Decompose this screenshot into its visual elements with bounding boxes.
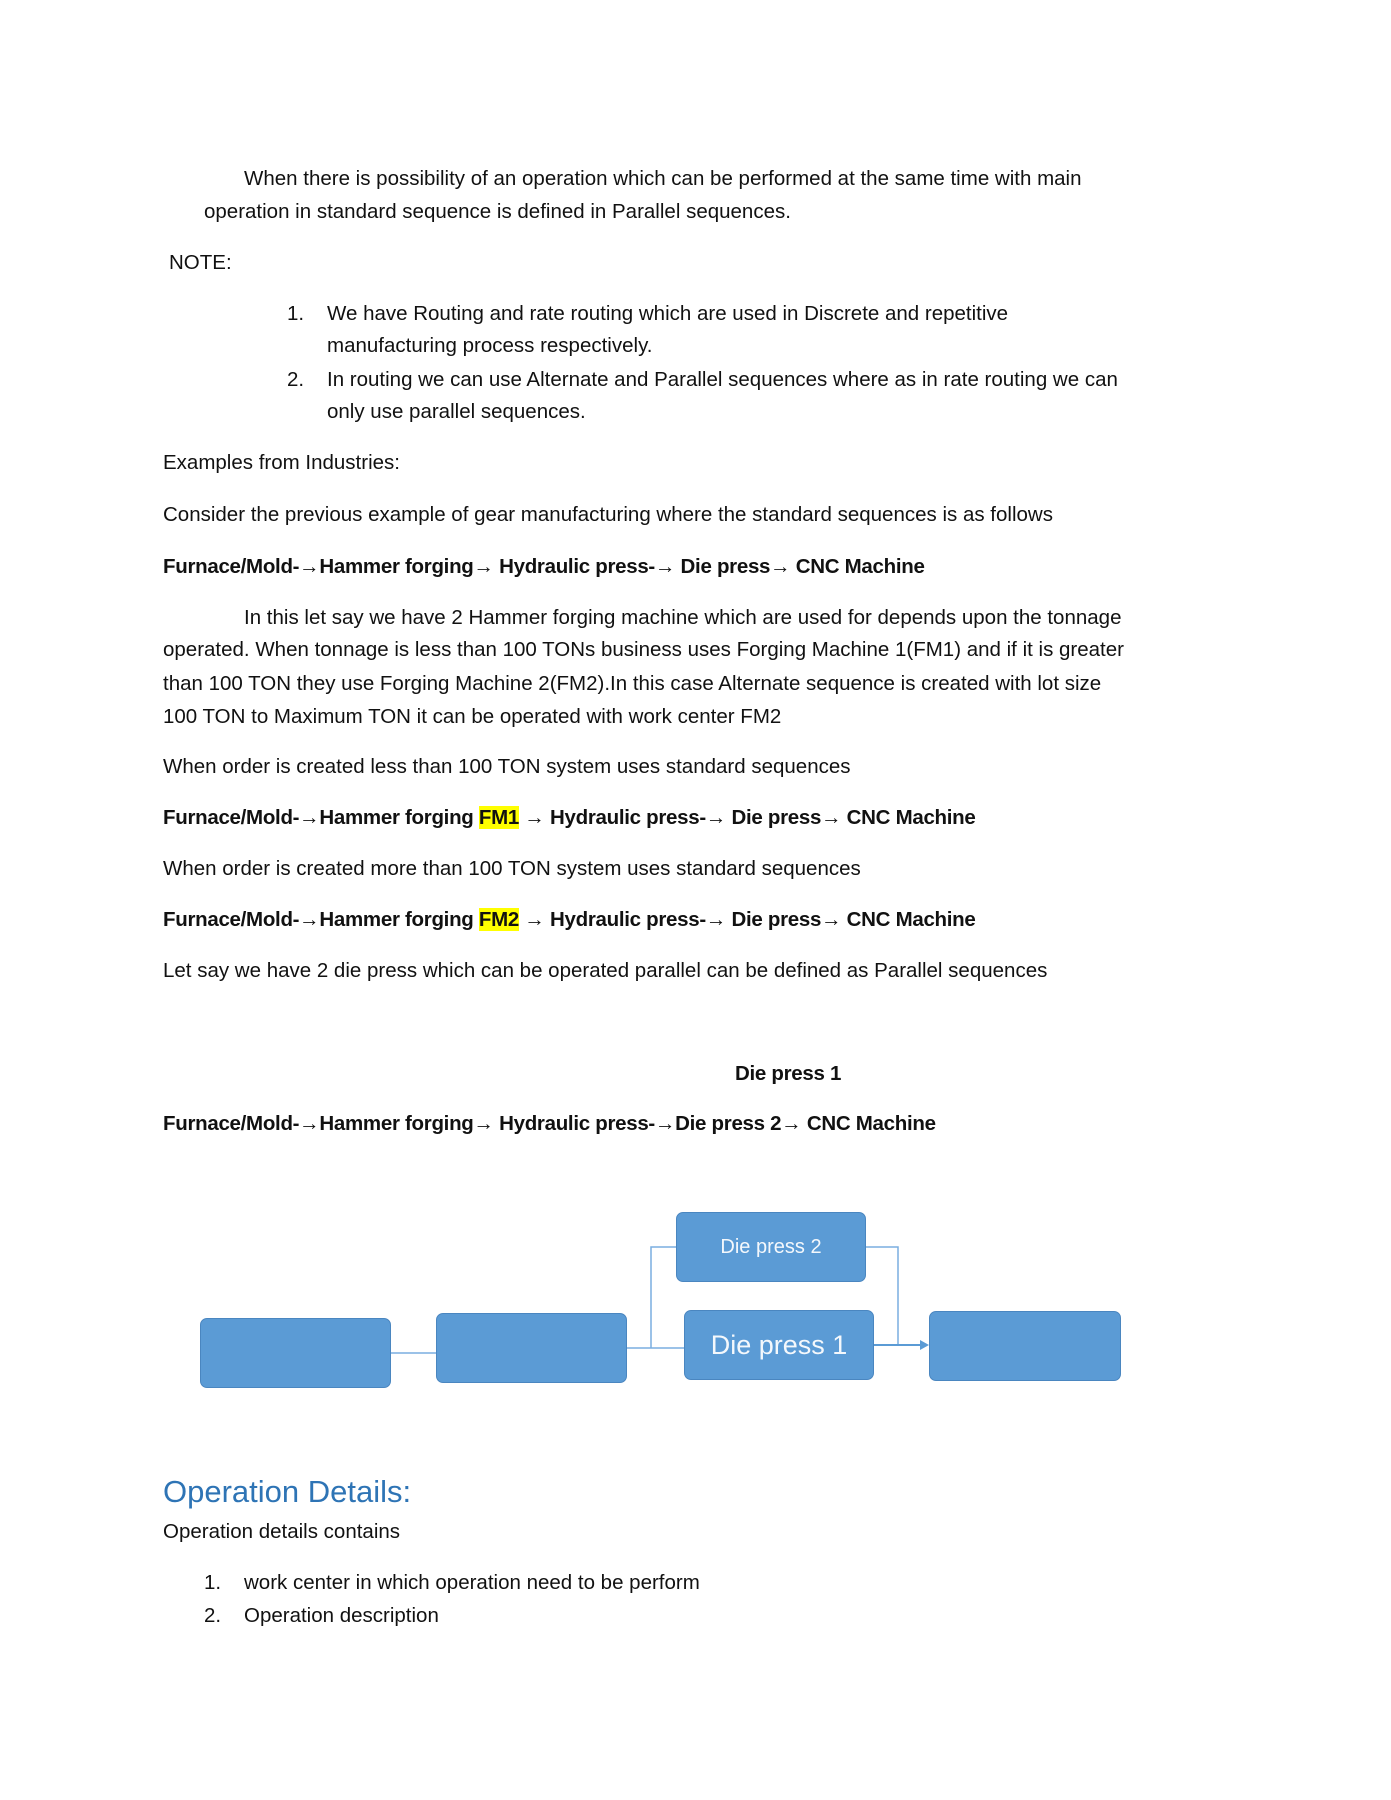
note-text: manufacturing process respectively.	[327, 334, 653, 357]
note-text: only use parallel sequences.	[327, 400, 586, 423]
op-list-item: Operation description	[244, 1604, 439, 1627]
diagram-box-cnc	[929, 1311, 1121, 1381]
note-number: 1.	[287, 302, 305, 325]
consider-text: Consider the previous example of gear manufacturing where the standard sequences is as follows	[163, 503, 1053, 526]
highlight-fm2: FM2	[478, 908, 520, 931]
note-text: In routing we can use Alternate and Parallel sequences where as in rate routing we can	[327, 368, 1118, 391]
die-press-1-label: Die press 1	[735, 1062, 842, 1085]
op-list-number: 1.	[204, 1571, 222, 1594]
diagram-box-die-press-1: Die press 1	[684, 1310, 874, 1380]
intro-line-1: When there is possibility of an operation which can be performed at the same time with main	[244, 167, 1082, 190]
para-line: In this let say we have 2 Hammer forging machine which are used for depends upon the tonnage	[244, 606, 1122, 629]
note-label: NOTE:	[169, 251, 232, 274]
seq-prefix: Furnace/Mold-→Hammer forging	[163, 908, 479, 931]
note-number: 2.	[287, 368, 305, 391]
less-text: When order is created less than 100 TON system uses standard sequences	[163, 755, 851, 778]
op-list-number: 2.	[204, 1604, 222, 1627]
diagram-box-furnace	[200, 1318, 391, 1388]
para-line: than 100 TON they use Forging Machine 2(FM2).In this case Alternate sequence is created with lot size	[163, 672, 1102, 695]
para-line: 100 TON to Maximum TON it can be operated with work center FM2	[163, 705, 782, 728]
seq-suffix: → Hydraulic press-→ Die press→ CNC Machine	[519, 908, 976, 931]
diagram-box-hammer	[436, 1313, 627, 1383]
parallel-sequence: Furnace/Mold-→Hammer forging→ Hydraulic press-→Die press 2→ CNC Machine	[163, 1112, 936, 1135]
standard-sequence: Furnace/Mold-→Hammer forging→ Hydraulic press-→ Die press→ CNC Machine	[163, 555, 925, 578]
seq-suffix: → Hydraulic press-→ Die press→ CNC Machine	[519, 806, 976, 829]
para-line: operated. When tonnage is less than 100 TONs business uses Forging Machine 1(FM1) and if it is greater	[163, 638, 1124, 661]
op-list-item: work center in which operation need to be perform	[244, 1571, 700, 1594]
operation-details-heading: Operation Details:	[163, 1474, 412, 1509]
operation-details-intro: Operation details contains	[163, 1520, 401, 1543]
more-text: When order is created more than 100 TON system uses standard sequences	[163, 857, 861, 880]
intro-line-2: operation in standard sequence is defined in Parallel sequences.	[204, 200, 791, 223]
examples-label: Examples from Industries:	[163, 451, 400, 474]
note-text: We have Routing and rate routing which are used in Discrete and repetitive	[327, 302, 1009, 325]
highlight-fm1: FM1	[478, 806, 520, 829]
seq-prefix: Furnace/Mold-→Hammer forging	[163, 806, 479, 829]
diagram-box-die-press-2: Die press 2	[676, 1212, 866, 1282]
parallel-intro: Let say we have 2 die press which can be operated parallel can be defined as Parallel sequences	[163, 959, 1048, 982]
